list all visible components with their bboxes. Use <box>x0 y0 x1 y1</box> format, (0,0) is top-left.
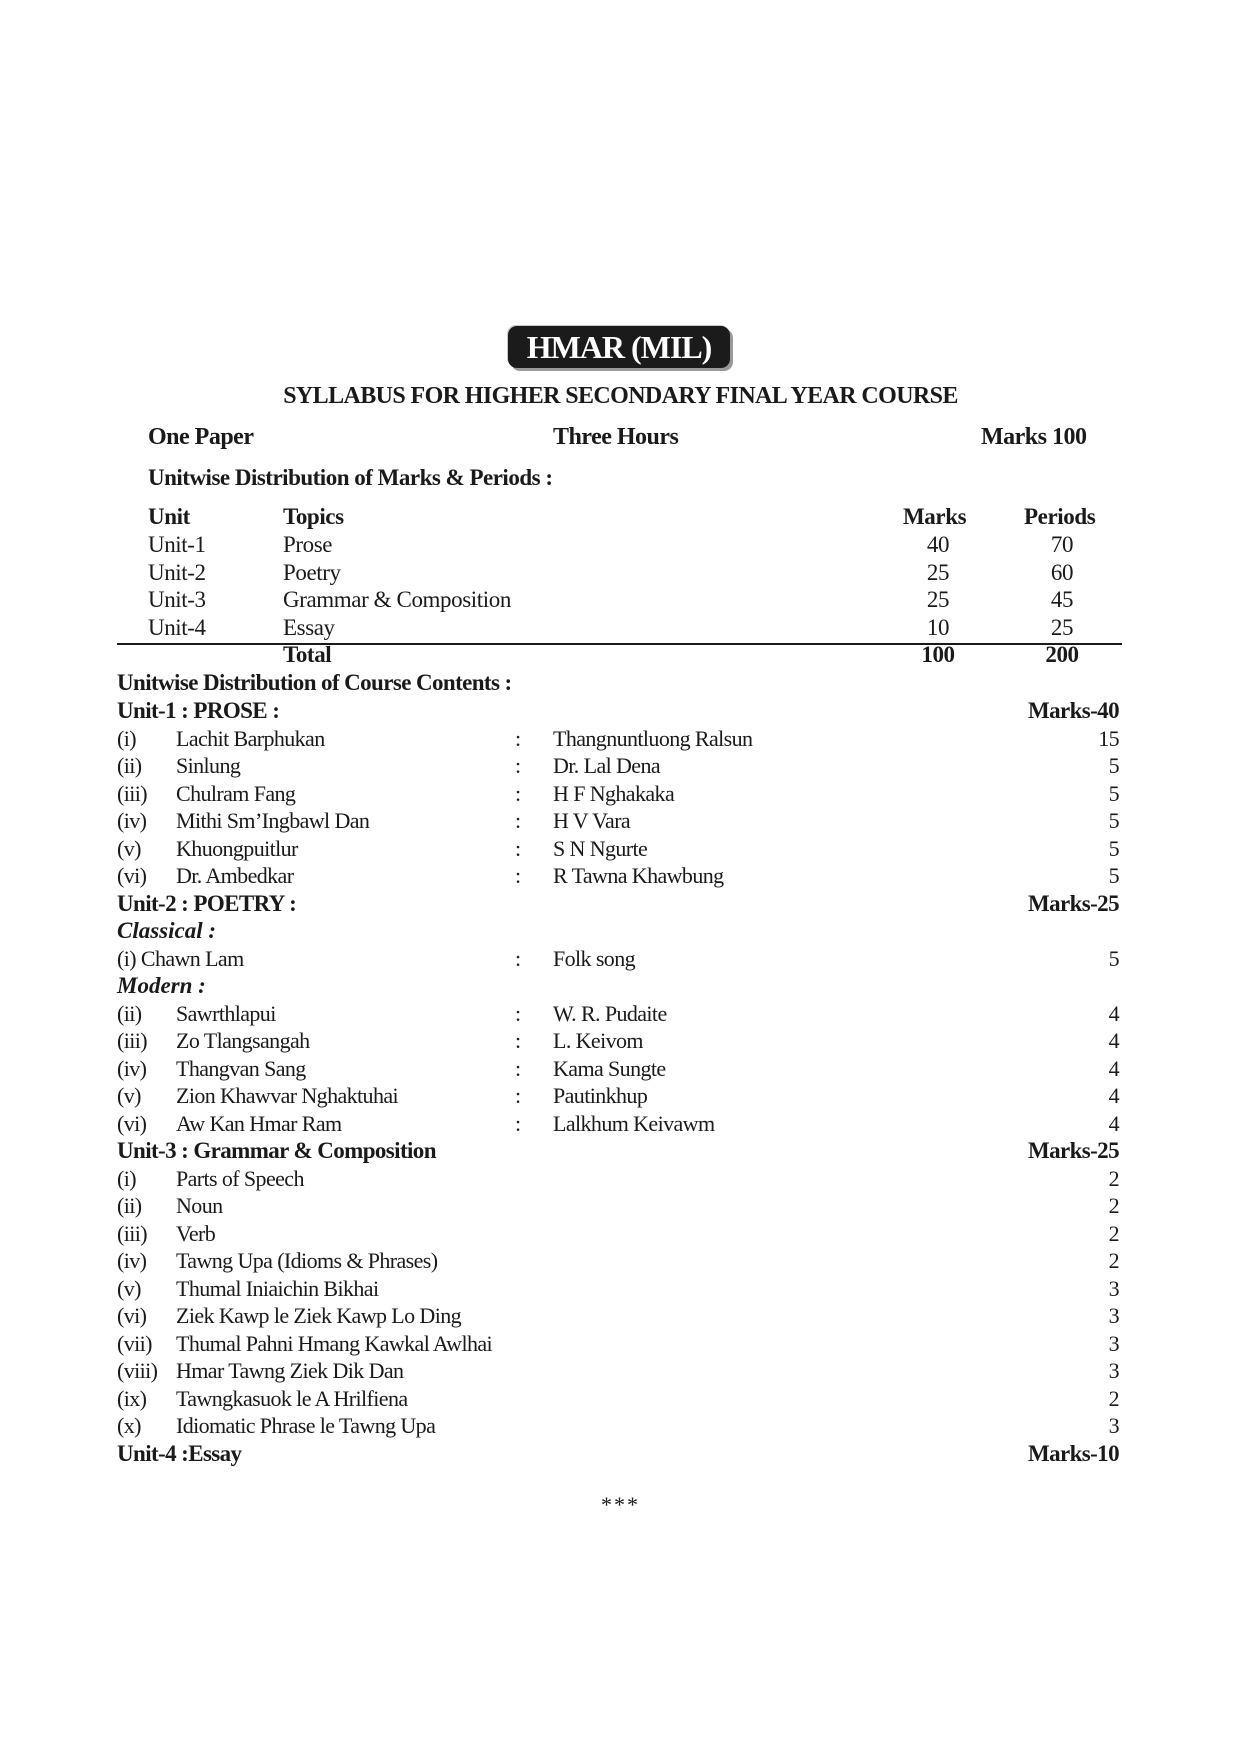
periods-cell: 25 <box>1050 615 1074 640</box>
item-colon: : <box>515 753 521 778</box>
item-marks: 15 <box>1098 726 1119 751</box>
topic-cell: Grammar & Composition <box>283 587 511 612</box>
marks-cell: 25 <box>926 587 950 612</box>
list-item <box>0 1331 1241 1359</box>
item-author: Pautinkhup <box>553 1083 648 1108</box>
unit3-heading: Unit-3 : Grammar & Composition <box>117 1138 436 1163</box>
item-number: (v) <box>117 836 141 861</box>
col-topics: Topics <box>283 504 344 529</box>
item-marks: 2 <box>1108 1248 1119 1273</box>
item-title: Parts of Speech <box>176 1166 304 1191</box>
marks-table-header <box>0 504 1241 532</box>
list-item <box>0 836 1241 864</box>
item-title: Dr. Ambedkar <box>176 863 294 888</box>
item-marks: 4 <box>1108 1056 1119 1081</box>
item-marks: 5 <box>1108 946 1119 971</box>
marks-distribution-heading: Unitwise Distribution of Marks & Periods : <box>148 465 553 490</box>
table-row <box>0 615 1241 643</box>
list-item <box>0 863 1241 891</box>
table-row <box>0 560 1241 588</box>
list-item <box>0 946 1241 974</box>
page-title: HMAR (MIL) <box>508 326 730 368</box>
item-number: (i) <box>117 726 136 751</box>
course-subtitle: SYLLABUS FOR HIGHER SECONDARY FINAL YEAR COURSE <box>283 383 958 409</box>
list-item <box>0 1193 1241 1221</box>
item-number: (ii) <box>117 1193 142 1218</box>
item-author: S N Ngurte <box>553 836 648 861</box>
col-unit: Unit <box>148 504 190 529</box>
periods-cell: 60 <box>1050 560 1074 585</box>
item-number: (i) <box>117 1166 136 1191</box>
col-marks: Marks <box>903 504 967 529</box>
item-marks: 3 <box>1108 1413 1119 1438</box>
item-marks: 4 <box>1108 1111 1119 1136</box>
list-item <box>0 1413 1241 1441</box>
unit-cell: Unit-2 <box>148 560 206 585</box>
item-colon: : <box>515 1001 521 1026</box>
item-title: Thumal Pahni Hmang Kawkal Awlhai <box>176 1331 493 1356</box>
item-marks: 3 <box>1108 1276 1119 1301</box>
item-author: W. R. Pudaite <box>553 1001 667 1026</box>
item-colon: : <box>515 1028 521 1053</box>
unit1-heading: Unit-1 : PROSE : <box>117 698 280 723</box>
item-marks: 2 <box>1108 1193 1119 1218</box>
list-item <box>0 1358 1241 1386</box>
table-row <box>0 587 1241 615</box>
item-marks: 3 <box>1108 1331 1119 1356</box>
total-label: Total <box>283 642 332 667</box>
unit-cell: Unit-1 <box>148 532 206 557</box>
total-marks-cell: 100 <box>921 642 955 667</box>
item-author: Dr. Lal Dena <box>553 753 661 778</box>
item-title: Hmar Tawng Ziek Dik Dan <box>176 1358 404 1383</box>
list-item <box>0 1303 1241 1331</box>
end-marker: *** <box>601 1492 640 1517</box>
list-item <box>0 1221 1241 1249</box>
item-marks: 5 <box>1108 808 1119 833</box>
item-marks: 2 <box>1108 1221 1119 1246</box>
item-title: Ziek Kawp le Ziek Kawp Lo Ding <box>176 1303 462 1328</box>
exam-duration: Three Hours <box>553 424 679 450</box>
list-item <box>0 1386 1241 1414</box>
item-number: (ix) <box>117 1386 147 1411</box>
total-marks: Marks 100 <box>981 424 1087 450</box>
list-item <box>0 753 1241 781</box>
item-number: (vi) <box>117 1303 147 1328</box>
list-item <box>0 1111 1241 1139</box>
topic-cell: Essay <box>283 615 335 640</box>
item-number: (iii) <box>117 781 147 806</box>
item-title: Khuongpuitlur <box>176 836 298 861</box>
item-title: Tawngkasuok le A Hrilfiena <box>176 1386 408 1411</box>
unit3-marks: Marks-25 <box>1027 1138 1119 1163</box>
item-marks: 3 <box>1108 1303 1119 1328</box>
item-colon: : <box>515 781 521 806</box>
item-marks: 5 <box>1108 781 1119 806</box>
item-title: Aw Kan Hmar Ram <box>176 1111 342 1136</box>
item-marks: 5 <box>1108 863 1119 888</box>
paper-count: One Paper <box>148 424 254 450</box>
item-marks: 2 <box>1108 1166 1119 1191</box>
item-author: H V Vara <box>553 808 631 833</box>
item-marks: 5 <box>1108 836 1119 861</box>
item-title: Idiomatic Phrase le Tawng Upa <box>176 1413 436 1438</box>
table-total-row <box>0 642 1241 670</box>
list-item <box>0 1276 1241 1304</box>
item-number: (vii) <box>117 1331 152 1356</box>
list-item <box>0 1166 1241 1194</box>
item-number: (v) <box>117 1276 141 1301</box>
list-item <box>0 726 1241 754</box>
item-colon: : <box>515 863 521 888</box>
item-title: Verb <box>176 1221 216 1246</box>
item-title: Sinlung <box>176 753 241 778</box>
modern-label: Modern : <box>117 973 206 998</box>
item-number: (v) <box>117 1083 141 1108</box>
item-colon: : <box>515 726 521 751</box>
item-colon: : <box>515 808 521 833</box>
unit2-marks: Marks-25 <box>1027 891 1119 916</box>
item-marks: 4 <box>1108 1083 1119 1108</box>
item-author: Lalkhum Keivawm <box>553 1111 715 1136</box>
item-colon: : <box>515 1083 521 1108</box>
item-number: (iv) <box>117 1248 147 1273</box>
item-number: (x) <box>117 1413 141 1438</box>
item-marks: 5 <box>1108 753 1119 778</box>
item-title: Zion Khawvar Nghaktuhai <box>176 1083 399 1108</box>
item-marks: 3 <box>1108 1358 1119 1383</box>
unit1-marks: Marks-40 <box>1027 698 1119 723</box>
unit-cell: Unit-4 <box>148 615 206 640</box>
col-periods: Periods <box>1024 504 1096 529</box>
item-title: Lachit Barphukan <box>176 726 325 751</box>
item-number: (iii) <box>117 1221 147 1246</box>
item-author: L. Keivom <box>553 1028 643 1053</box>
list-item <box>0 1001 1241 1029</box>
item-number: (ii) <box>117 1001 142 1026</box>
list-item <box>0 1083 1241 1111</box>
item-title: (i) Chawn Lam <box>117 946 244 971</box>
item-title: Zo Tlangsangah <box>176 1028 310 1053</box>
item-title: Noun <box>176 1193 223 1218</box>
list-item <box>0 1248 1241 1276</box>
item-title: Sawrthlapui <box>176 1001 276 1026</box>
marks-cell: 10 <box>926 615 950 640</box>
item-author: Folk song <box>553 946 636 971</box>
unit4-marks: Marks-10 <box>1027 1441 1119 1466</box>
item-colon: : <box>515 1111 521 1136</box>
unit-cell: Unit-3 <box>148 587 206 612</box>
topic-cell: Prose <box>283 532 333 557</box>
item-colon: : <box>515 836 521 861</box>
item-marks: 2 <box>1108 1386 1119 1411</box>
contents-heading: Unitwise Distribution of Course Contents : <box>117 670 512 695</box>
marks-cell: 40 <box>926 532 950 557</box>
list-item <box>0 1056 1241 1084</box>
periods-cell: 45 <box>1050 587 1074 612</box>
list-item <box>0 1028 1241 1056</box>
periods-cell: 70 <box>1050 532 1074 557</box>
table-row <box>0 532 1241 560</box>
unit4-heading: Unit-4 :Essay <box>117 1441 242 1466</box>
list-item <box>0 808 1241 836</box>
item-number: (iv) <box>117 1056 147 1081</box>
total-periods-cell: 200 <box>1045 642 1079 667</box>
item-author: H F Nghakaka <box>553 781 675 806</box>
item-number: (iii) <box>117 1028 147 1053</box>
item-number: (vi) <box>117 1111 147 1136</box>
list-item <box>0 781 1241 809</box>
item-title: Thangvan Sang <box>176 1056 306 1081</box>
unit2-heading: Unit-2 : POETRY : <box>117 891 297 916</box>
classical-label: Classical : <box>117 918 217 943</box>
item-title: Chulram Fang <box>176 781 296 806</box>
item-marks: 4 <box>1108 1028 1119 1053</box>
item-title: Tawng Upa (Idioms & Phrases) <box>176 1248 438 1273</box>
item-colon: : <box>515 946 521 971</box>
item-author: R Tawna Khawbung <box>553 863 724 888</box>
marks-cell: 25 <box>926 560 950 585</box>
item-marks: 4 <box>1108 1001 1119 1026</box>
item-title: Thumal Iniaichin Bikhai <box>176 1276 379 1301</box>
item-author: Thangnuntluong Ralsun <box>553 726 753 751</box>
topic-cell: Poetry <box>283 560 341 585</box>
item-title: Mithi Sm’Ingbawl Dan <box>176 808 370 833</box>
item-number: (viii) <box>117 1358 158 1383</box>
item-number: (ii) <box>117 753 142 778</box>
item-number: (iv) <box>117 808 147 833</box>
item-number: (vi) <box>117 863 147 888</box>
item-colon: : <box>515 1056 521 1081</box>
item-author: Kama Sungte <box>553 1056 666 1081</box>
